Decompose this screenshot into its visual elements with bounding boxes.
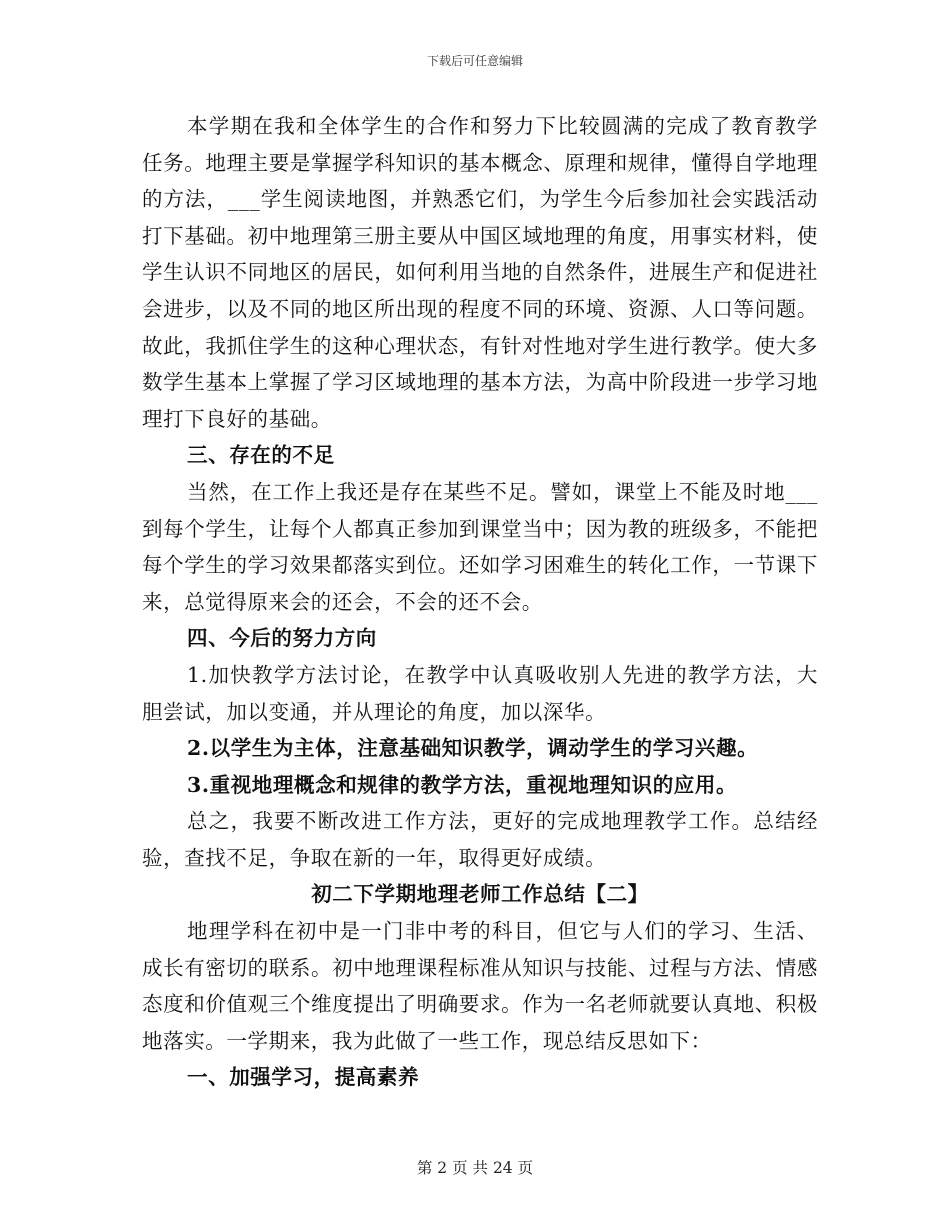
section-title-two: 初二下学期地理老师工作总结【二】 [311,882,649,907]
paragraph-shortcomings: 当然，在工作上我还是存在某些不足。譬如，课堂上不能及时地___到每个学生，让每个人都真正参加到课堂当中；因为教的班级多，不能把每个学生的学习效果都落实到位。还如学习困难生的转化工作，一节课下来，总觉得原来会的还会，不会的还不会。 [142,479,818,614]
paragraph-summary: 本学期在我和全体学生的合作和努力下比较圆满的完成了教育教学任务。地理主要是掌握学科知识的基本概念、原理和规律，懂得自学地理的方法，___学生阅读地图，并熟悉它们，为学生今后参加社会实践活动打下基础。初中地理第三册主要从中国区域地理的角度，用事实材料，使学生认识不同地区的居民，如何利用当地的自然条件，进展生产和促进社会进步，以及不同的地区所出现的程度不同的环境、资源、人口等问题。故此，我抓住学生的这种心理状态，有针对性地对学生进行教学。使大多数学生基本上掌握了学习区域地理的基本方法，为高中阶段进一步学习地理打下良好的基础。 [142,114,818,431]
heading-strengthen-learning: 一、加强学习，提高素养 [187,1065,420,1090]
heading-future-direction: 四、今后的努力方向 [187,626,377,651]
list-item-2: 2.以学生为主体，注意基础知识教学，调动学生的学习兴趣。 [187,736,759,761]
list-item-3: 3.重视地理概念和规律的教学方法，重视地理知识的应用。 [187,772,738,797]
paragraph-conclusion: 总之，我要不断改进工作方法，更好的完成地理教学工作。总结经验，查找不足，争取在新的一年，取得更好成绩。 [142,809,818,870]
page-number-footer: 第 2 页 共 24 页 [416,1159,534,1177]
paragraph-intro-two: 地理学科在初中是一门非中考的科目，但它与人们的学习、生活、成长有密切的联系。初中地理课程标准从知识与技能、过程与方法、情感态度和价值观三个维度提出了明确要求。作为一名老师就要认真地、积极地落实。一学期来，我为此做了一些工作，现总结反思如下： [142,919,818,1053]
page-header-note: 下载后可任意编辑 [426,54,523,68]
list-item-1: 1.加快教学方法讨论，在教学中认真吸收别人先进的教学方法，大胆尝试，加以变通，并从理论的角度，加以深华。 [142,662,818,724]
document-body [142,108,818,1096]
heading-shortcomings: 三、存在的不足 [187,443,335,468]
